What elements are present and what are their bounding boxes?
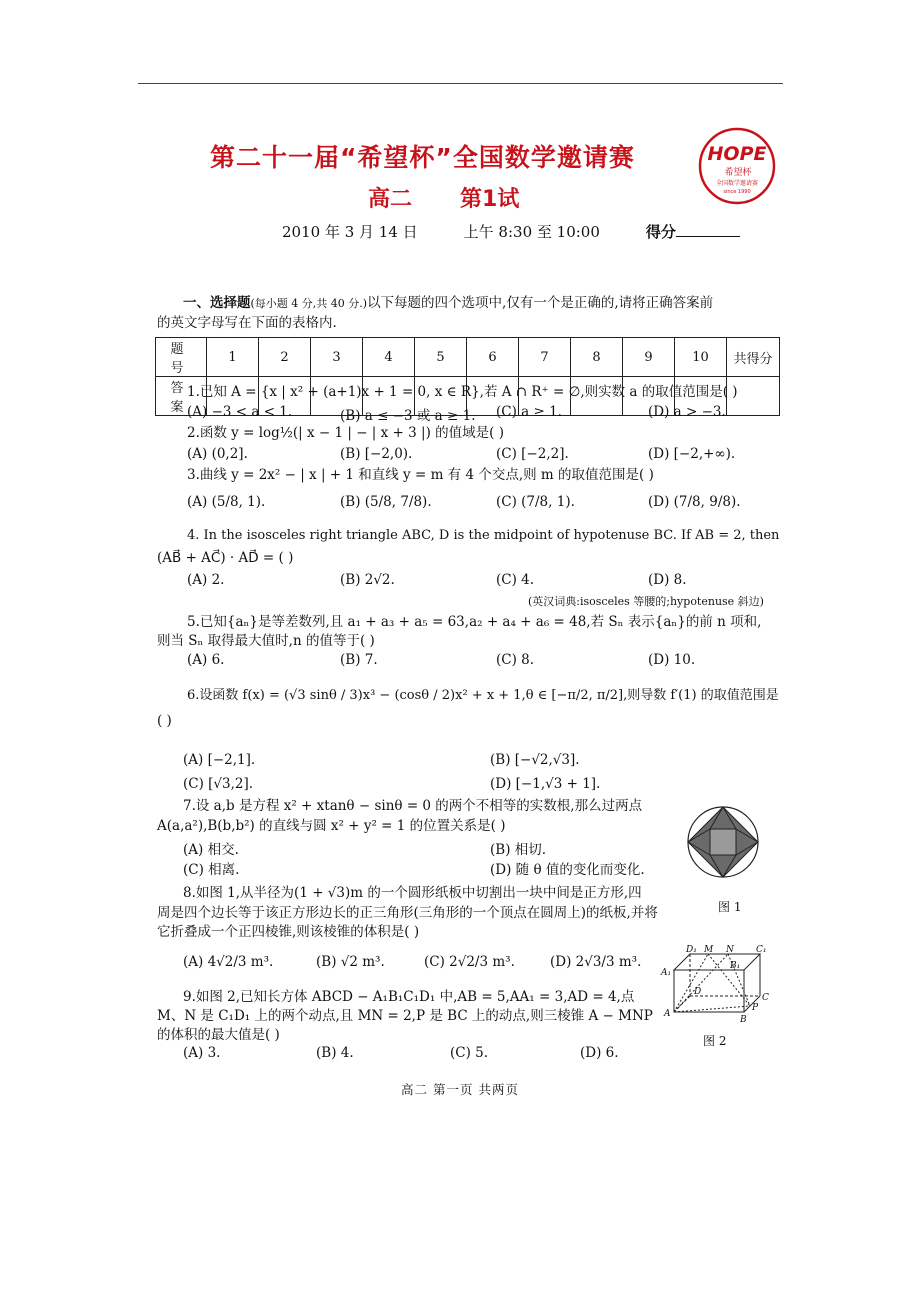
date-line [282, 221, 786, 242]
exam-date: 2010 年 3 月 14 日 [282, 223, 418, 241]
figure-1-label: 图 1 [718, 900, 742, 914]
q5-option-b: (B) 7. [340, 652, 378, 668]
q5-option-d: (D) 10. [648, 652, 696, 668]
q9-option-c: (C) 5. [450, 1045, 489, 1061]
question-6-cont: ( ) [157, 713, 172, 729]
q-number-cell: 10 [675, 338, 727, 377]
q-number-cell: 9 [623, 338, 675, 377]
row-label-answer: 答 案 [156, 377, 207, 416]
q9-option-d: (D) 6. [580, 1045, 619, 1061]
q-number-cell: 5 [415, 338, 467, 377]
figure-2-cuboid [660, 944, 770, 1024]
section-instr2: 的英文字母写在下面的表格内. [157, 315, 337, 331]
question-1: 1.已知 A = {x | x² + (a+1)x + 1 = 0, x ∈ R},若 A ∩ R⁺ = ∅,则实数 a 的取值范围是( ) [187, 384, 738, 400]
q3-option-c: (C) (7/8, 1). [496, 494, 575, 510]
score-blank[interactable] [676, 236, 740, 237]
score-label: 得分 [645, 223, 676, 241]
q4-option-d: (D) 8. [648, 572, 687, 588]
q-number-cell: 2 [259, 338, 311, 377]
pt-n: N [726, 945, 734, 955]
q9-option-b: (B) 4. [316, 1045, 354, 1061]
q-number-cell: 4 [363, 338, 415, 377]
question-7-cont: A(a,a²),B(b,b²) 的直线与圆 x² + y² = 1 的位置关系是( ) [157, 818, 506, 834]
q4-option-c: (C) 4. [496, 572, 535, 588]
q-number-cell: 7 [519, 338, 571, 377]
q6-option-d: (D) [−1,√3 + 1]. [490, 776, 601, 792]
q4-glossary-note: (英汉词典:isosceles 等腰的;hypotenuse 斜边) [528, 595, 764, 608]
pt-p: P [752, 1003, 759, 1013]
q8-option-a: (A) 4√2/3 m³. [183, 954, 274, 970]
figure-2-label: 图 2 [703, 1034, 727, 1048]
question-6: 6.设函数 f(x) = (√3 sinθ / 3)x³ − (cosθ / 2)x² + x + 1,θ ∈ [−π/2, π/2],则导数 f′(1) 的取值范围是 [187, 688, 779, 703]
question-3: 3.曲线 y = 2x² − | x | + 1 和直线 y = m 有 4 个交点,则 m 的取值范围是( ) [187, 467, 654, 483]
logo-sub3: since 1990 [723, 189, 751, 195]
logo-sub1: 希望杯 [724, 168, 752, 178]
q4-option-b: (B) 2√2. [340, 572, 395, 588]
question-9: 9.如图 2,已知长方体 ABCD − A₁B₁C₁D₁ 中,AB = 5,AA₁ = 3,AD = 4,点 [183, 989, 635, 1005]
question-4: 4. In the isosceles right triangle ABC, D is the midpoint of hypotenuse BC. If AB = 2, then [187, 528, 780, 543]
exam-title: 第二十一届“希望杯”全国数学邀请赛 [210, 143, 635, 172]
q7-option-b: (B) 相切. [490, 842, 547, 858]
q5-option-c: (C) 8. [496, 652, 535, 668]
q5-option-a: (A) 6. [187, 652, 225, 668]
q2-option-a: (A) (0,2]. [187, 446, 248, 462]
page-footer: 高二 第一页 共两页 [401, 1082, 519, 1097]
q1-option-a: (A) −3 < a < 1. [187, 404, 293, 420]
grade-label: 高二 [368, 187, 413, 212]
pt-m: M [704, 945, 714, 955]
q9-option-a: (A) 3. [183, 1045, 221, 1061]
question-2: 2.函数 y = log½(| x − 1 | − | x + 3 |) 的值域是( ) [187, 425, 504, 441]
total-score-label: 共得分 [727, 338, 780, 377]
q3-option-d: (D) (7/8, 9/8). [648, 494, 741, 510]
q6-option-b: (B) [−√2,√3]. [490, 752, 580, 768]
question-9-cont: M、N 是 C₁D₁ 上的两个动点,且 MN = 2,P 是 BC 上的动点,则三棱锥 A − MNP [157, 1008, 653, 1024]
q1-option-b: (B) a ≤ −3 或 a ≥ 1. [340, 408, 476, 424]
question-8-cont2: 它折叠成一个正四棱锥,则该棱锥的体积是( ) [157, 924, 420, 940]
pt-d1: D₁ [686, 945, 697, 955]
q8-option-b: (B) √2 m³. [316, 954, 385, 970]
question-5: 5.已知{aₙ}是等差数列,且 a₁ + a₃ + a₅ = 63,a₂ + a₄ + a₆ = 48,若 Sₙ 表示{aₙ}的前 n 项和, [187, 614, 762, 630]
q7-option-a: (A) 相交. [183, 842, 239, 858]
table-row-numbers [156, 338, 780, 377]
hope-logo [698, 127, 776, 205]
q1-option-c: (C) a ≥ 1. [496, 404, 562, 420]
section-heading-line [183, 294, 713, 313]
figure-1-circle-pyramid-net [686, 802, 760, 884]
row-label-number: 题 号 [156, 338, 207, 377]
q-number-cell: 3 [311, 338, 363, 377]
question-8: 8.如图 1,从半径为(1 + √3)m 的一个圆形纸板中切割出一块中间是正方形,四 [183, 885, 642, 901]
question-8-cont: 周是四个边长等于该正方形边长的正三角形(三角形的一个顶点在圆周上)的纸板,并将 [157, 905, 658, 921]
section-instr1: 以下每题的四个选项中,仅有一个是正确的,请将正确答案前 [367, 295, 714, 311]
q6-option-a: (A) [−2,1]. [183, 752, 256, 768]
exam-subtitle [368, 182, 567, 213]
pt-d: D [694, 987, 702, 997]
q3-option-b: (B) (5/8, 7/8). [340, 494, 432, 510]
q2-option-d: (D) [−2,+∞). [648, 446, 736, 462]
question-5-cont: 则当 Sₙ 取得最大值时,n 的值等于( ) [157, 633, 375, 649]
pt-b: B [740, 1015, 747, 1024]
q7-option-d: (D) 随 θ 值的变化而变化. [490, 862, 645, 878]
logo-word: HOPE [707, 143, 767, 165]
question-9-cont2: 的体积的最大值是( ) [157, 1027, 280, 1043]
pt-a: A [664, 1009, 671, 1019]
pt-a1: A₁ [661, 968, 672, 978]
pt-b1: B₁ [730, 961, 741, 971]
section-heading: 一、选择题 [183, 295, 251, 311]
q-number-cell: 8 [571, 338, 623, 377]
q-number-cell: 1 [207, 338, 259, 377]
section-note: (每小题 4 分,共 40 分.) [250, 297, 368, 310]
q1-option-d: (D) a > −3. [648, 404, 726, 420]
q4-option-a: (A) 2. [187, 572, 225, 588]
pt-c: C [762, 993, 769, 1003]
q8-option-c: (C) 2√2/3 m³. [424, 954, 515, 970]
question-4-cont: (AB⃗ + AC⃗) · AD⃗ = ( ) [157, 550, 294, 566]
q3-option-a: (A) (5/8, 1). [187, 494, 266, 510]
q8-option-d: (D) 2√3/3 m³. [550, 954, 642, 970]
top-rule [138, 83, 783, 84]
exam-time: 上午 8:30 至 10:00 [463, 223, 600, 241]
q-number-cell: 6 [467, 338, 519, 377]
round-label: 第1试 [460, 187, 520, 212]
q6-option-c: (C) [√3,2]. [183, 776, 254, 792]
logo-sub2: 全国数学邀请赛 [715, 180, 759, 187]
q2-option-b: (B) [−2,0). [340, 446, 413, 462]
q7-option-c: (C) 相离. [183, 862, 240, 878]
q2-option-c: (C) [−2,2]. [496, 446, 569, 462]
pt-c1: C₁ [756, 945, 767, 955]
question-7: 7.设 a,b 是方程 x² + xtanθ − sinθ = 0 的两个不相等的实数根,那么过两点 [183, 798, 643, 814]
